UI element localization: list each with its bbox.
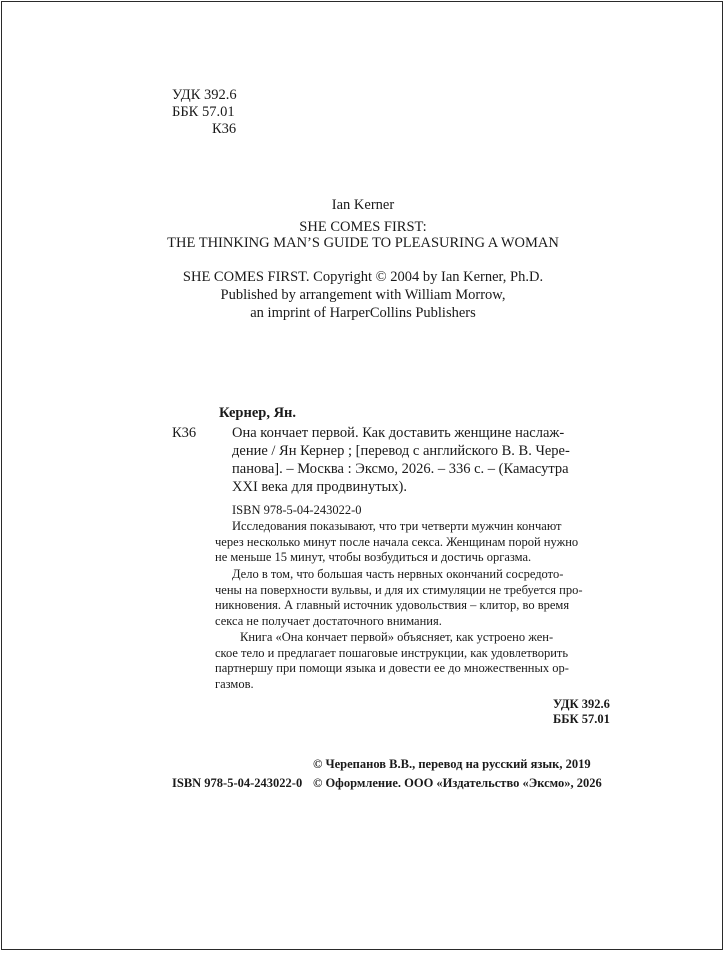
annotation-line: ское тело и предлагает пошаговые инструкции, как удовлетворить xyxy=(215,646,569,660)
annotation-line: газмов. xyxy=(215,677,254,691)
annotation-line: чены на поверхности вульвы, и для их стимуляции не требуется про- xyxy=(215,583,583,597)
copyright-translation: © Черепанов В.В., перевод на русский язык, 2019 xyxy=(313,757,591,771)
catalog-bbk: ББК 57.01 xyxy=(553,712,610,726)
annotation-line: никновения. А главный источник удовольствия – клитор, во время xyxy=(215,598,570,612)
catalog-isbn: ISBN 978-5-04-243022-0 xyxy=(232,503,362,517)
copyright-line-3: an imprint of HarperCollins Publishers xyxy=(250,305,476,321)
catalog-entry-line: XXI века для продвинутых). xyxy=(232,479,408,495)
annotation-line: не меньше 15 минут, чтобы возбудиться и достичь оргазма. xyxy=(215,550,532,564)
footer-isbn: ISBN 978-5-04-243022-0 xyxy=(172,776,303,790)
original-title-line-1: SHE COMES FIRST: xyxy=(299,219,427,235)
top-udk-code: УДК 392.6 xyxy=(172,87,237,103)
copyright-design: © Оформление. ООО «Издательство «Эксмо», 2026 xyxy=(313,776,602,790)
catalog-entry-line: Она кончает первой. Как доставить женщине наслаж- xyxy=(232,425,565,441)
catalog-heading: Кернер, Ян. xyxy=(219,405,297,421)
copyright-line-1: SHE COMES FIRST. Copyright © 2004 by Ian Kerner, Ph.D. xyxy=(182,269,544,285)
annotation-line: через несколько минут после начала секса. Женщинам порой нужно xyxy=(215,535,579,549)
original-title-line-2: THE THINKING MAN’S GUIDE TO PLEASURING A WOMAN xyxy=(167,235,559,251)
original-author: Ian Kerner xyxy=(331,197,395,213)
catalog-udk: УДК 392.6 xyxy=(553,697,610,711)
top-author-mark: К36 xyxy=(212,121,237,137)
catalog-mark: К36 xyxy=(172,425,197,441)
annotation-line: партнершу при помощи языка и довести ее до множественных ор- xyxy=(215,661,569,675)
annotation-line: Дело в том, что большая часть нервных окончаний сосредото- xyxy=(232,567,564,581)
copyright-line-2: Published by arrangement with William Morrow, xyxy=(220,287,506,303)
catalog-entry-line: панова]. – Москва : Эксмо, 2026. – 336 с. – (Камасутра xyxy=(232,461,569,477)
top-bbk-code: ББК 57.01 xyxy=(172,104,235,120)
annotation-line: Книга «Она кончает первой» объясняет, как устроено жен- xyxy=(240,630,554,644)
annotation-line: секса не получает достаточного внимания. xyxy=(215,614,442,628)
catalog-entry-line: дение / Ян Кернер ; [перевод с английского В. В. Чере- xyxy=(232,443,570,459)
annotation-line: Исследования показывают, что три четверти мужчин кончают xyxy=(232,519,562,533)
